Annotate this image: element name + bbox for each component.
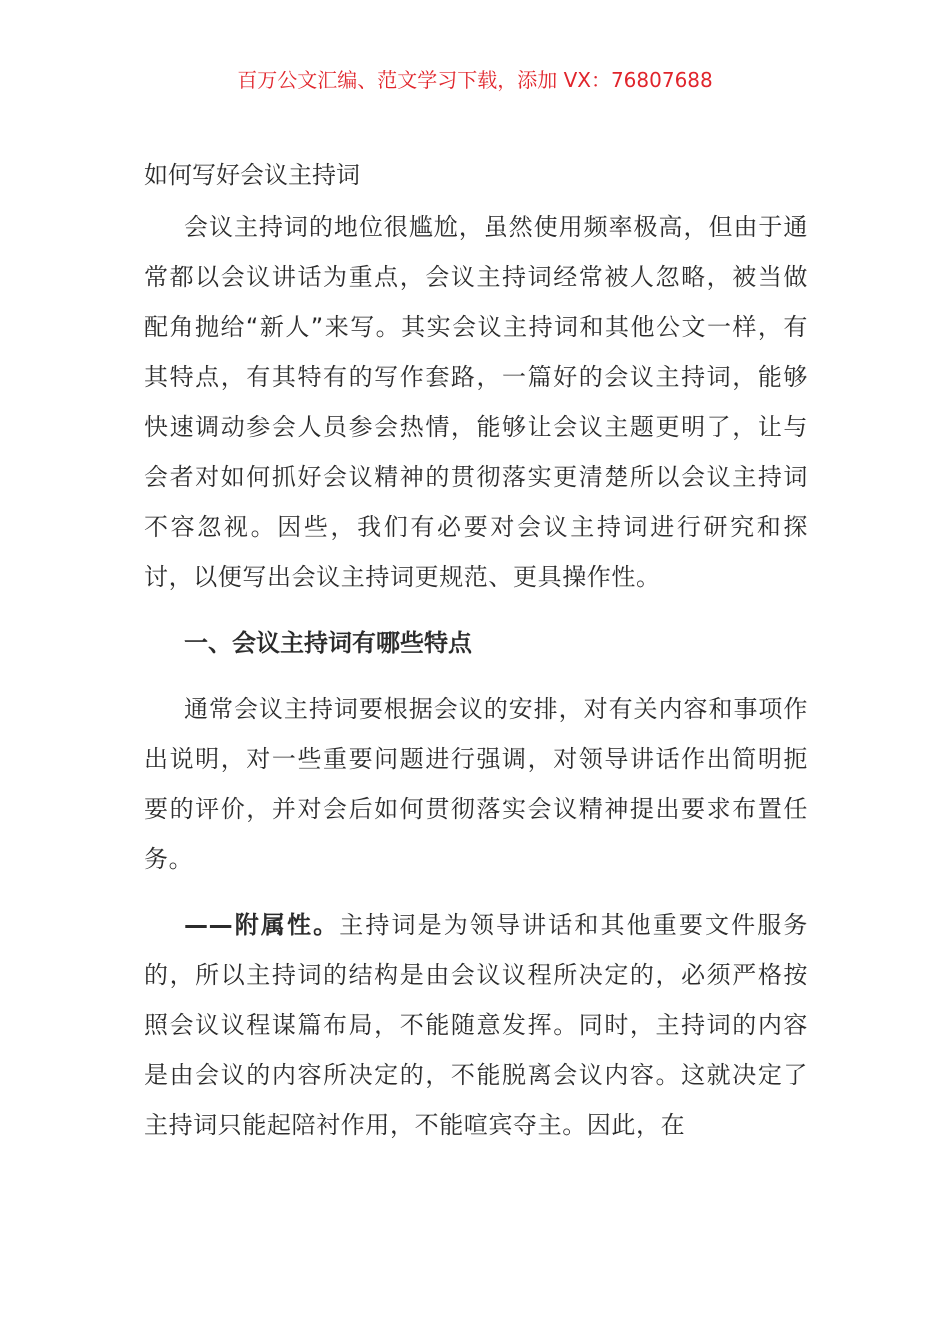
point-1-body: 主持词是为领导讲话和其他重要文件服务的，所以主持词的结构是由会议议程所决定的，必须严格按照会议议程谋篇布局，不能随意发挥。同时，主持词的内容是由会议的内容所决定的，不能脱离会议内容。这就决定了主持词只能起陪衬作用，不能喧宾夺主。因此，在	[144, 911, 808, 1139]
section-heading-1: 一、会议主持词有哪些特点	[184, 629, 472, 657]
promo-banner: 百万公文汇编、范文学习下载，添加 VX：76807688	[237, 68, 713, 92]
intro-paragraph: 会议主持词的地位很尴尬，虽然使用频率极高，但由于通常都以会议讲话为重点，会议主持词经常被人忽略，被当做配角抛给“新人”来写。其实会议主持词和其他公文一样，有其特点，有其特有的写作套路，一篇好的会议主持词，能够快速调动参会人员参会热情，能够让会议主题更明了，让与会者对如何抓好会议精神的贯彻落实更清楚所以会议主持词不容忽视。因些，我们有必要对会议主持词进行研究和探讨，以便写出会议主持词更规范、更具操作性。	[144, 213, 808, 591]
point-1-lead: ——附属性。	[184, 911, 340, 939]
document-title: 如何写好会议主持词	[144, 161, 360, 189]
point-1-paragraph	[144, 900, 808, 1150]
section-1-paragraph: 通常会议主持词要根据会议的安排，对有关内容和事项作出说明，对一些重要问题进行强调，对领导讲话作出简明扼要的评价，并对会后如何贯彻落实会议精神提出要求布置任务。	[144, 695, 808, 873]
document-body	[144, 152, 808, 1166]
